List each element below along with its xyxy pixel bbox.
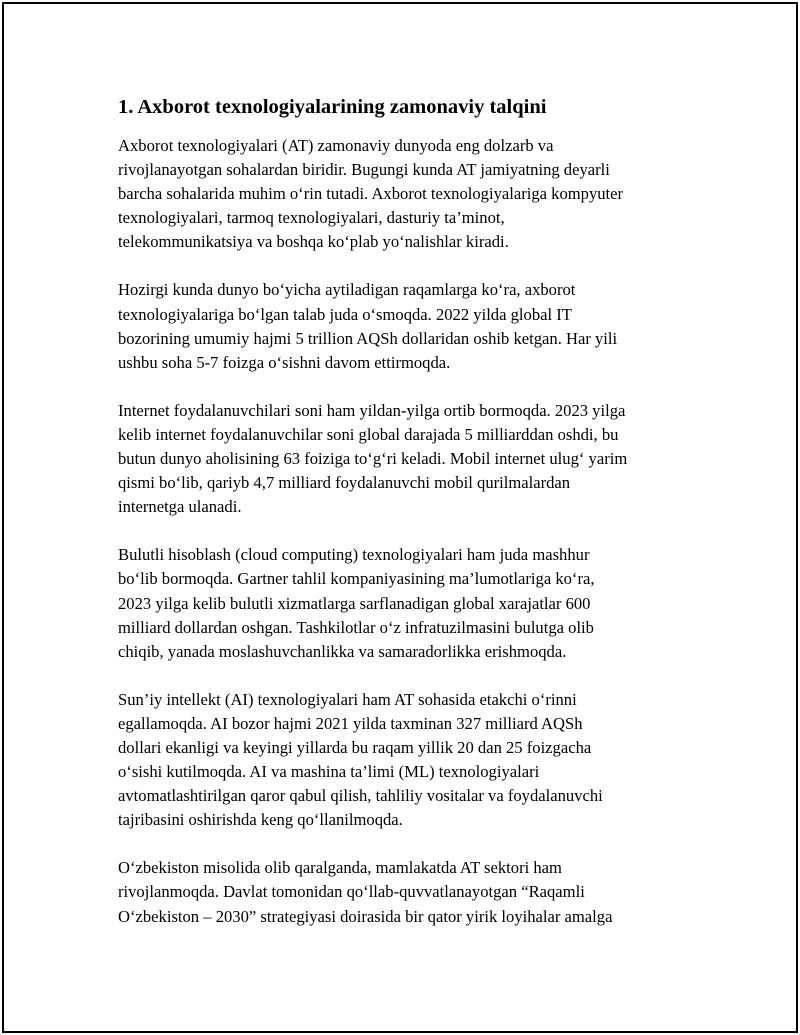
paragraph-4 bbox=[118, 543, 688, 663]
text-line: qismi bo‘lib, qariyb 4,7 milliard foydalanuvchi mobil qurilmalardan bbox=[118, 473, 571, 493]
text-line: telekommunikatsiya va boshqa ko‘plab yo‘nalishlar kiradi. bbox=[118, 232, 509, 252]
text-line: Hozirgi kunda dunyo bo‘yicha aytiladigan raqamlarga ko‘ra, axborot bbox=[118, 280, 576, 300]
text-line: o‘sishi kutilmoqda. AI va mashina ta’limi (ML) texnologiyalari bbox=[118, 762, 540, 782]
text-line: Bulutli hisoblash (cloud computing) texnologiyalari ham juda mashhur bbox=[118, 545, 590, 565]
text-line: 2023 yilga kelib bulutli xizmatlarga sarflanadigan global xarajatlar 600 bbox=[118, 593, 591, 613]
text-line: texnologiyalariga bo‘lgan talab juda o‘smoqda. 2022 yilda global IT bbox=[118, 304, 572, 324]
text-line: milliard dollardan oshgan. Tashkilotlar o‘z infratuzilmasini bulutga olib bbox=[118, 617, 594, 637]
text-line: O‘zbekiston misolida olib qaralganda, mamlakatda AT sektori ham bbox=[118, 858, 562, 878]
text-line: egallamoqda. AI bozor hajmi 2021 yilda taxminan 327 milliard AQSh bbox=[118, 713, 583, 733]
paragraph-1 bbox=[118, 134, 688, 254]
paragraph-3 bbox=[118, 399, 688, 519]
text-line: ushbu soha 5-7 foizga o‘sishni davom ettirmoqda. bbox=[118, 352, 451, 372]
text-line: dollari ekanligi va keyingi yillarda bu raqam yillik 20 dan 25 foizgacha bbox=[118, 737, 592, 757]
text-line: rivojlanmoqda. Davlat tomonidan qo‘llab-quvvatlanayotgan “Raqamli bbox=[118, 882, 585, 902]
paragraph-5 bbox=[118, 688, 688, 833]
text-line: bo‘lib bormoqda. Gartner tahlil kompaniyasining ma’lumotlariga ko‘ra, bbox=[118, 569, 595, 589]
text-line: O‘zbekiston – 2030” strategiyasi doirasida bir qator yirik loyihalar amalga bbox=[118, 906, 613, 926]
text-line: Internet foydalanuvchilari soni ham yildan-yilga ortib bormoqda. 2023 yilga bbox=[118, 400, 626, 420]
text-line: barcha sohalarida muhim o‘rin tutadi. Axborot texnologiyalariga kompyuter bbox=[118, 184, 624, 204]
section-heading: 1. Axborot texnologiyalarining zamonaviy talqini bbox=[118, 96, 547, 118]
text-line: tajribasini oshirishda keng qo‘llanilmoqda. bbox=[118, 810, 403, 830]
text-line: chiqib, yanada moslashuvchanlikka va samaradorlikka erishmoqda. bbox=[118, 641, 567, 661]
text-line: avtomatlashtirilgan qaror qabul qilish, tahliliy vositalar va foydalanuvchi bbox=[118, 786, 603, 806]
paragraph-6 bbox=[118, 856, 688, 928]
text-line: butun dunyo aholisining 63 foiziga to‘g‘ri keladi. Mobil internet ulug‘ yarim bbox=[118, 449, 628, 469]
text-line: kelib internet foydalanuvchilar soni global darajada 5 milliarddan oshdi, bu bbox=[118, 424, 619, 444]
document-body bbox=[118, 92, 688, 953]
text-line: texnologiyalari, tarmoq texnologiyalari, dasturiy ta’minot, bbox=[118, 208, 505, 228]
text-line: rivojlanayotgan sohalardan biridir. Bugungi kunda AT jamiyatning deyarli bbox=[118, 160, 610, 180]
text-line: internetga ulanadi. bbox=[118, 497, 242, 517]
text-line: Sun’iy intellekt (AI) texnologiyalari ham AT sohasida etakchi o‘rinni bbox=[118, 689, 577, 709]
text-line: bozorining umumiy hajmi 5 trillion AQSh dollaridan oshib ketgan. Har yili bbox=[118, 328, 618, 348]
paragraph-2 bbox=[118, 278, 688, 374]
text-line: Axborot texnologiyalari (AT) zamonaviy dunyoda eng dolzarb va bbox=[118, 136, 554, 155]
